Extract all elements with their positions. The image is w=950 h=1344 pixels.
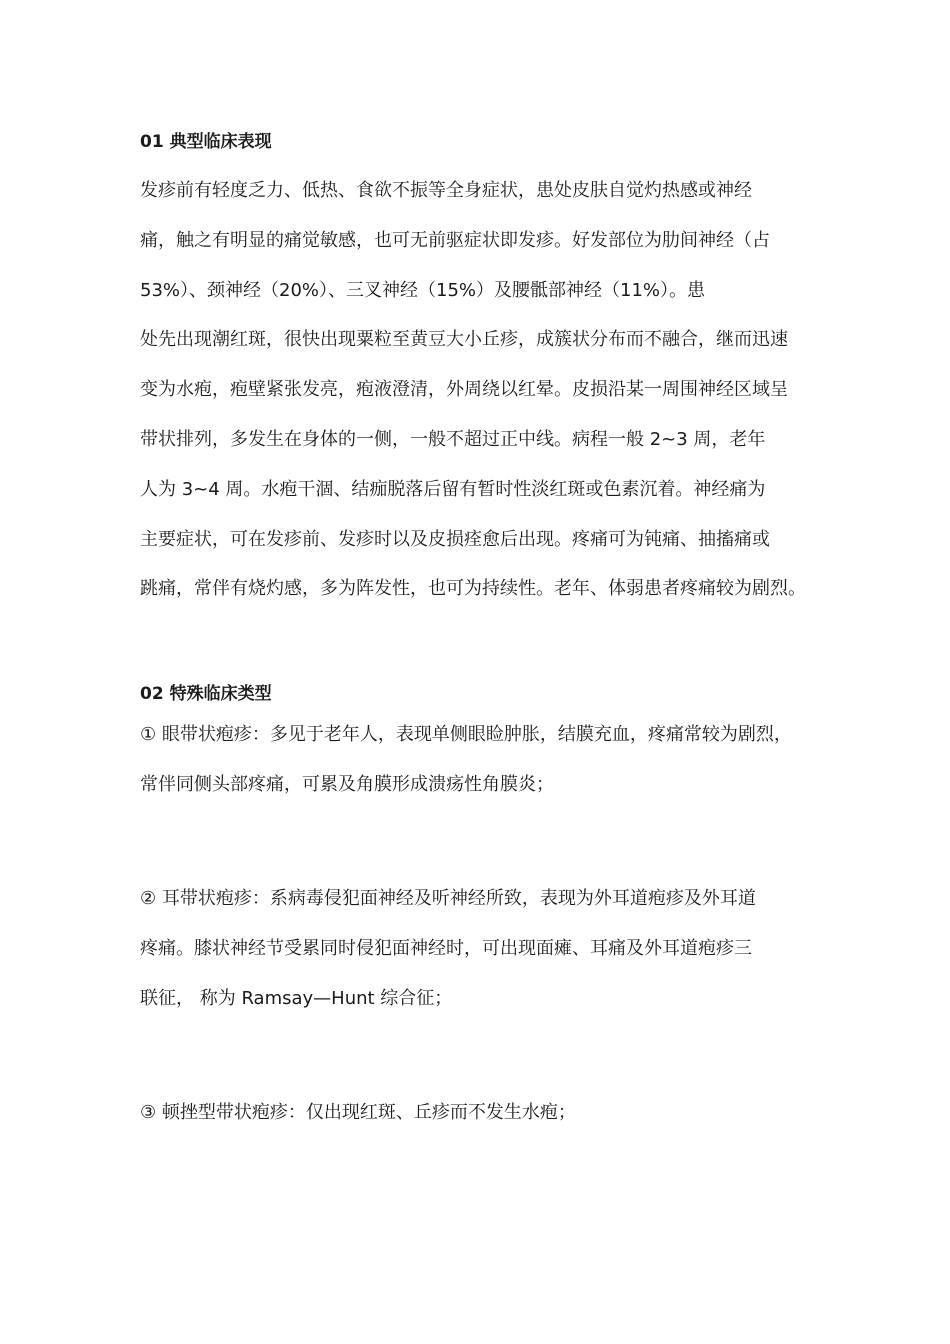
special-type-item-abortive: ③ 顿挫型带状疱疹：仅出现红斑、丘疹而不发生水疱；: [140, 1102, 576, 1123]
special-type-item-eye: ① 眼带状疱疹：多见于老年人，表现单侧眼睑肿胀，结膜充血，疼痛常较为剧烈， 常伴同侧头部疼痛，可累及角膜形成溃疡性角膜炎；: [140, 724, 792, 795]
section-1-paragraph: 发疹前有轻度乏力、低热、食欲不振等全身症状，患处皮肤自觉灼热感或神经 痛，触之有明显的痛觉敏感，也可无前驱症状即发疹。好发部位为肋间神经（占 53%）、颈神经（20%）、三叉神经（15%）及腰骶部神经（11%）。患 处先出现潮红斑，很快出现粟粒至黄豆大小丘疹，成簇状分布而不融合，继而迅速 变为水疱，疱壁紧张发亮，疱液澄清，外周绕以红晕。皮损沿某一周围神经区域呈 带状排列，多发生在身体的一侧，一般不超过正中线。病程一般 2~3 周，老年 人为 3~4 周。水疱干涸、结痂脱落后留有暂时性淡红斑或色素沉着。神经痛为 主要症状，可在发疹前、发疹时以及皮损痊愈后出现。疼痛可为钝痛、抽搐痛或 跳痛，常伴有烧灼感，多为阵发性，也可为持续性。老年、体弱患者疼痛较为剧烈。: [140, 180, 806, 600]
section-2-heading: 02 特殊临床类型: [140, 684, 272, 704]
section-1-heading: 01 典型临床表现: [140, 132, 272, 152]
special-type-item-ear: ② 耳带状疱疹：系病毒侵犯面神经及听神经所致，表现为外耳道疱疹及外耳道 疼痛。膝状神经节受累同时侵犯面神经时，可出现面瘫、耳痛及外耳道疱疹三 联征， 称为 Ramsay—Hunt 综合征；: [140, 888, 756, 1009]
